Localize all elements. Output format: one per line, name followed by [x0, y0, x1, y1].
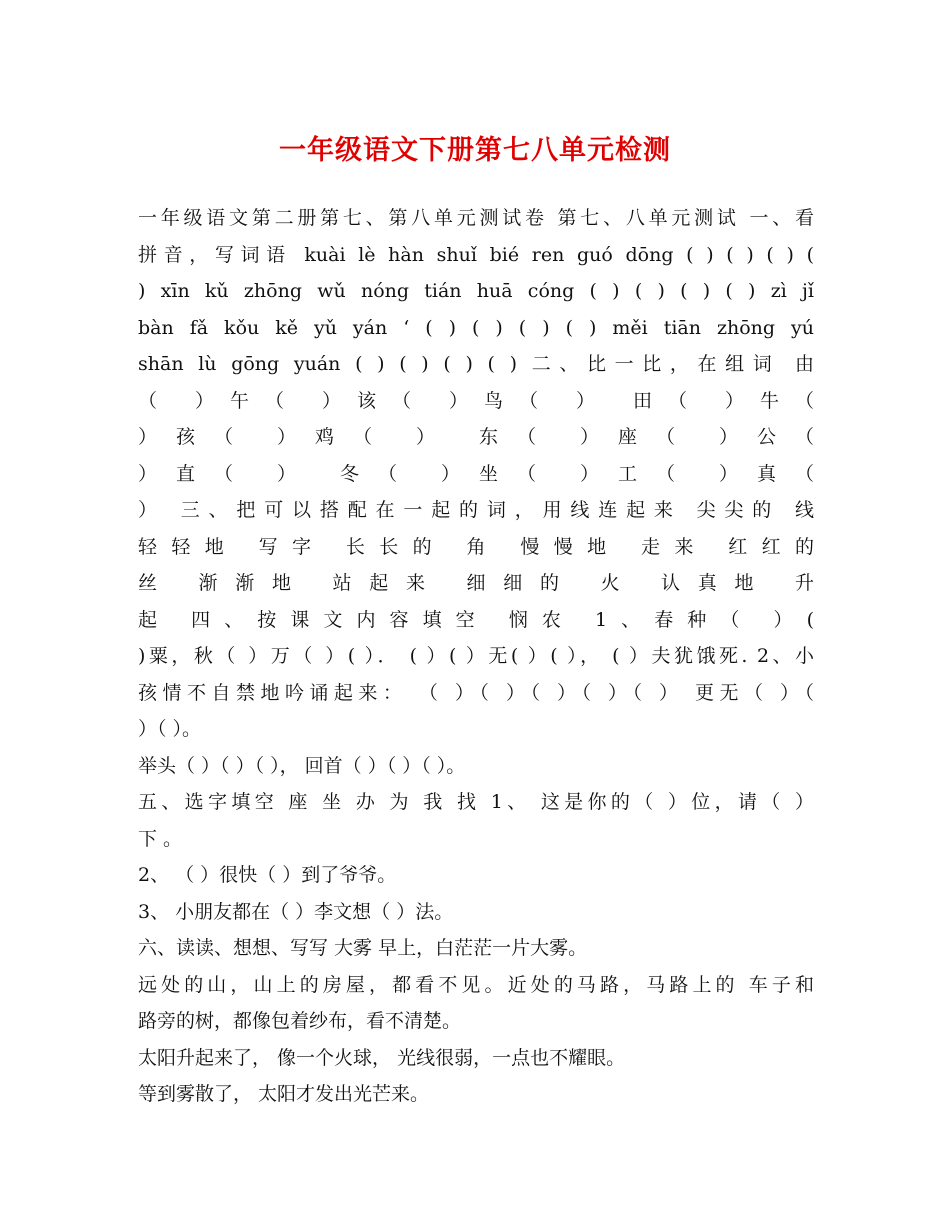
text-line-15: ）（ ）。 — [138, 718, 202, 740]
text-line-22: 远处的山，山上的房屋，都看不见。近处的马路，马路上的 车子和 — [138, 973, 814, 996]
text-line-24: 太阳升起来了， 像一个火球， 光线很弱，一点也不耀眼。 — [138, 1046, 626, 1069]
text-line-7: ）孩（ ）鸡（ ） 东（ ）座（ ）公（ — [138, 426, 814, 448]
text-line-16: 举头（ ）（ ）（ ）， 回首（ ）（ ）（ ）。 — [138, 754, 466, 777]
text-line-10: 轻轻地 写字 长长的 角 慢慢地 走来 红红的 — [138, 535, 814, 558]
text-line-14: 孩情不自禁地吟诵起来： （ ）（ ）（ ）（ ）（ ） 更无（ ）（ — [138, 681, 814, 704]
text-line-25: 等到雾散了， 太阳才发出光芒来。 — [138, 1083, 430, 1105]
text-line-11: 丝 渐渐地 站起来 细细的 火 认真地 升 — [138, 572, 814, 594]
text-line-12: 起 四、按课文内容填空 悯农 1、春种（ ）( — [138, 608, 814, 631]
text-line-18: 下 。 — [138, 827, 183, 850]
text-line-3: ) xīn kǔ zhōng wǔ nóng tián huā cóng ( ) ( ) ( ) ( ) zì jǐ — [138, 280, 814, 302]
text-line-19: 2、 （ ）很快（ ）到了爷爷。 — [138, 864, 397, 886]
text-line-4: bàn fǎ kǒu kě yǔ yán ‘ ( ) ( ) ( ) ( ) měi tiān zhōng yú — [138, 316, 814, 339]
text-line-13: )粟，秋（ ）万（ ）( ）． ( ）( ）无( ）( ）， ( ）夫犹饿死. 2、小 — [138, 645, 814, 667]
text-line-23: 路旁的树，都像包着纱布，看不清楚。 — [138, 1010, 462, 1032]
text-line-21: 六、读读、想想、写写 大雾 早上，白茫茫一片大雾。 — [138, 937, 588, 959]
text-line-17: 五、选字填空 座 坐 办 为 我 找 1、 这是你的（ ）位，请（ ） — [138, 791, 814, 813]
text-line-8: ）直（ ） 冬（ ）坐（ ）工（ ）真（ — [138, 462, 814, 485]
text-line-20: 3、 小朋友都在（ ）李文想（ ）法。 — [138, 900, 454, 923]
document-title: 一年级语文下册第七八单元检测 — [279, 135, 671, 166]
text-line-6: （ ）午（ ）该（ ）鸟（ ） 田（ ）牛（ — [138, 389, 814, 412]
document-body — [138, 200, 814, 1113]
text-line-9: ） 三、把可以搭配在一起的词，用线连起来 尖尖的 线 — [138, 499, 814, 521]
text-line-5: shān lù gōng yuán ( ) ( ) ( ) ( ) 二、比一比，在组词 由 — [138, 353, 814, 375]
text-line-2: 拼音，写词语 kuài lè hàn shuǐ bié ren guó dōng ( ) ( ) ( ) ( — [138, 243, 814, 266]
text-line-1: 一年级语文第二册第七、第八单元测试卷 第七、八单元测试 一、看 — [138, 207, 814, 229]
